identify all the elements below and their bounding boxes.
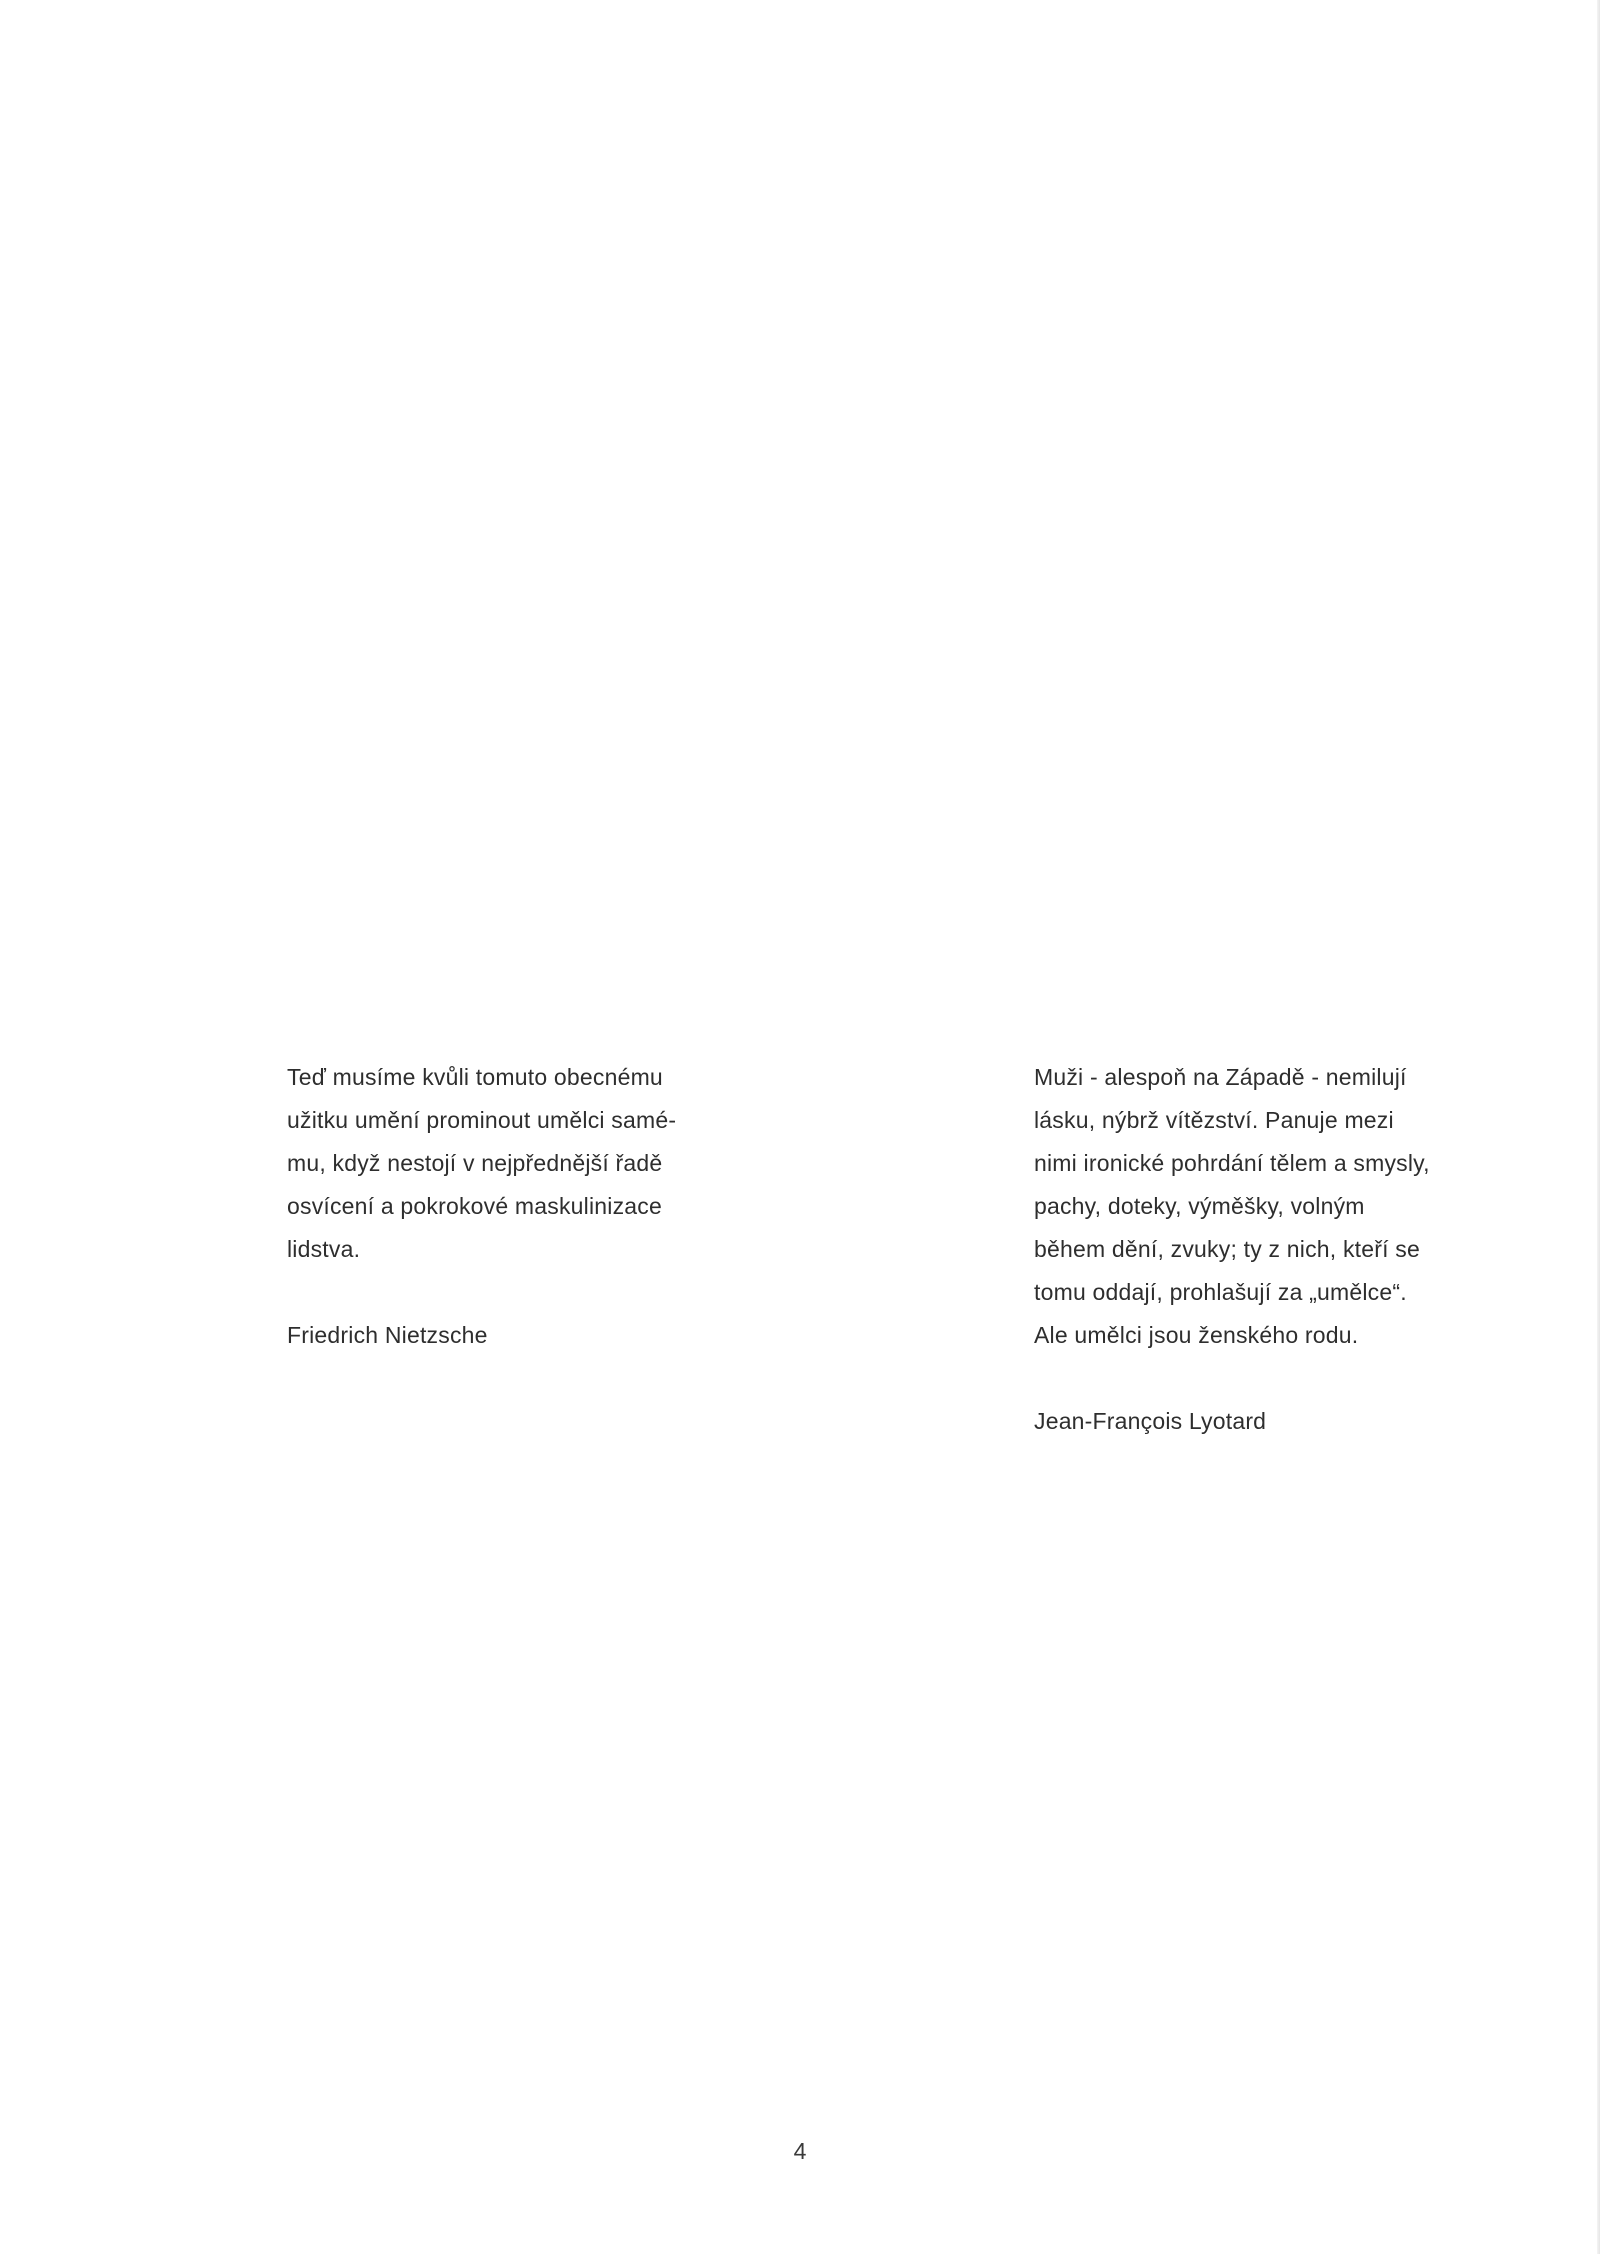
quote-text: Muži - alespoň na Západě - nemilují lásku, nýbrž vítězství. Panuje mezi nimi ironické pohrdání tělem a smysly, pachy, doteky, výměšky, volným během dění, zvuky; ty z nich, kteří se tomu oddají, prohlašují za „umělce“. Ale umělci jsou ženského rodu. [1034, 1064, 1430, 1348]
quote-author: Jean-François Lyotard [1034, 1408, 1267, 1434]
quote-text: Teď musíme kvůli tomuto obecnému užitku umění prominout umělci samé- mu, když nestojí v nejpřednější řadě osvícení a pokrokové maskulinizace lidstva. [287, 1064, 677, 1262]
page-number: 4 [793, 2138, 807, 2164]
quote-nietzsche [287, 1056, 767, 1357]
quote-author: Friedrich Nietzsche [287, 1322, 488, 1348]
quote-lyotard [1034, 1056, 1514, 1443]
